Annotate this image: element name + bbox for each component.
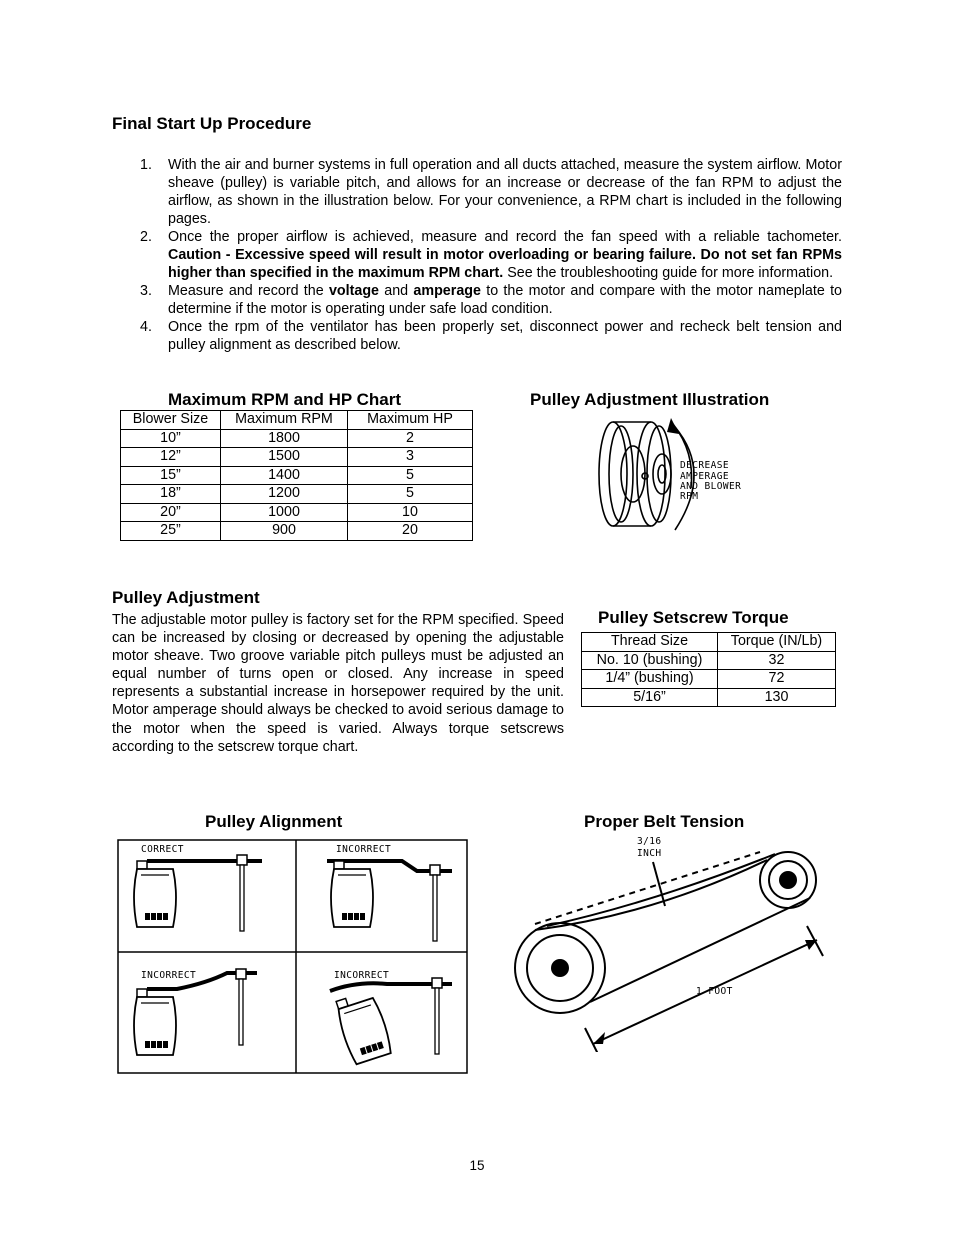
table-row: 1/4” (bushing) 72: [582, 670, 836, 689]
procedure-steps: [140, 156, 842, 354]
table-row: 12” 1500 3: [121, 448, 473, 467]
step-1: 1. With the air and burner systems in full operation and all ducts attached, measure the system airflow. Motor sheave (pulley) is variable pitch, and allows for an increase or decrease of the fan RPM to adjust the airflow, as shown in the illustration below. For your convenience, a RPM chart is included in the following pages.: [140, 157, 842, 227]
torque-chart-table: [581, 632, 836, 707]
step-4: 4. Once the rpm of the ventilator has been properly set, disconnect power and recheck belt tension and pulley alignment as described below.: [140, 319, 842, 353]
illustration-label-4: RPM: [680, 491, 699, 502]
alignment-title: Pulley Alignment: [205, 812, 343, 831]
illustration-label-2: AMPERAGE: [680, 471, 729, 482]
deflection-label-line-1: 3/16: [637, 836, 662, 847]
rpm-chart-title: Maximum RPM and HP Chart: [168, 390, 402, 409]
table-row: No. 10 (bushing) 32: [582, 651, 836, 670]
pulley-adjustment-text: The adjustable motor pulley is factory set for the RPM specified. Speed can be increased by closing or decreased by opening the adjustable motor sheave. Two groove variable pitch pulleys must be adjusted an equal number of turns open or closed. Any increase in speed represents a substantial increase in horsepower required by the unit. Motor amperage should always be checked to avoid serious damage to the motor when the speed is varied. Always torque setscrews according to the setscrew torque chart.: [112, 612, 564, 755]
table-header-row: Blower Size Maximum RPM Maximum HP: [121, 411, 473, 430]
pulley-adjustment-title: Pulley Adjustment: [112, 588, 260, 607]
pulley-illustration-title: Pulley Adjustment Illustration: [530, 390, 770, 409]
deflection-label-line-2: INCH: [637, 848, 662, 859]
step-3: 3. Measure and record the voltage and amperage to the motor and compare with the motor nameplate to determine if the motor is operating under safe load condition.: [140, 283, 842, 317]
belt-tension-diagram: [505, 832, 835, 1052]
pulley-illustration: [585, 412, 760, 537]
table-row: 5/16” 130: [582, 688, 836, 707]
section-title: Final Start Up Procedure: [112, 114, 312, 133]
torque-chart-title: Pulley Setscrew Torque: [598, 608, 789, 627]
table-row: 20” 1000 10: [121, 503, 473, 522]
belt-tension-title: Proper Belt Tension: [584, 812, 745, 831]
alignment-label-correct: CORRECT: [141, 844, 184, 855]
table-row: 25” 900 20: [121, 522, 473, 541]
step-2: 2. Once the proper airflow is achieved, measure and record the fan speed with a reliable tachometer. Caution - Excessive speed will result in motor overloading or bearing failure. Do not set fan RPMs higher than specified in the maximum RPM chart. See the troubleshooting guide for more information.: [140, 229, 842, 281]
illustration-label-3: AND BLOWER: [680, 481, 742, 492]
table-row: 15” 1400 5: [121, 466, 473, 485]
table-row: 10” 1800 2: [121, 429, 473, 448]
illustration-label-1: DECREASE: [680, 460, 729, 471]
caution-text: Caution - Excessive speed will result in motor overloading or bearing failure. Do not set fan RPMs higher than specified in the maximum RPM chart.: [168, 247, 842, 281]
span-label: 1 FOOT: [696, 986, 733, 997]
table-header-row: Thread Size Torque (IN/Lb): [582, 633, 836, 652]
alignment-label-incorrect-2: INCORRECT: [141, 970, 197, 981]
page-number: 15: [469, 1158, 485, 1173]
table-row: 18” 1200 5: [121, 485, 473, 504]
rpm-chart-table: [120, 410, 473, 541]
alignment-diagram: [117, 839, 468, 1074]
alignment-label-incorrect-1: INCORRECT: [336, 844, 392, 855]
alignment-label-incorrect-3: INCORRECT: [334, 970, 390, 981]
